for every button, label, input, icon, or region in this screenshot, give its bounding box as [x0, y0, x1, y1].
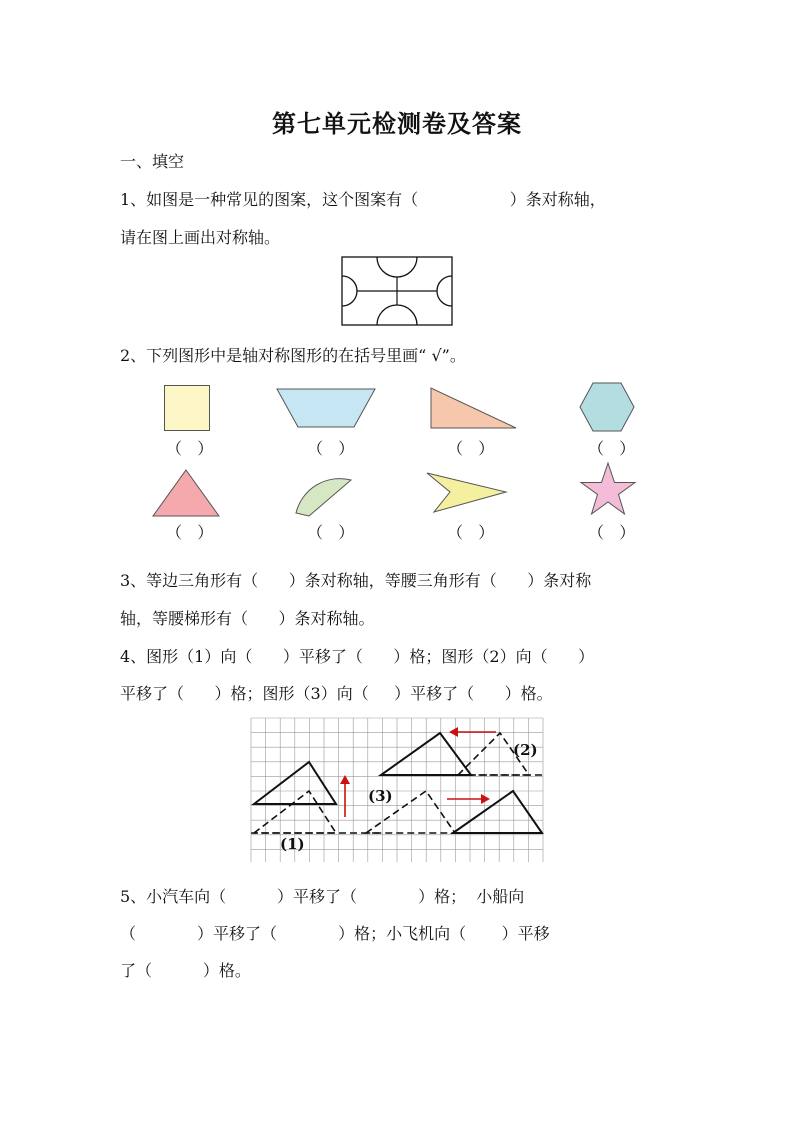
triangle-shape [152, 469, 220, 517]
label-figure-3: (3) [368, 787, 393, 805]
q1-line2: 请在图上画出对称轴。 [120, 228, 281, 247]
paren-star: （ ） [588, 523, 636, 542]
paren-triangle: （ ） [166, 523, 214, 542]
paren-trapezoid: （ ） [307, 439, 355, 458]
left-arrow-head [449, 727, 458, 737]
label-figure-2: (2) [513, 741, 538, 759]
q1-pattern-figure [341, 256, 453, 326]
star-shape [579, 462, 637, 518]
right-arrow-head [481, 794, 490, 804]
square-shape [164, 385, 210, 431]
q5-line1: 5、小汽车向（ ）平移了（ ）格； 小船向 [120, 887, 525, 906]
q3-line1: 3、等边三角形有（ ）条对称轴，等腰三角形有（ ）条对称 [120, 571, 592, 590]
arrow-shape [426, 472, 508, 514]
paren-arrow-shape: （ ） [447, 523, 495, 542]
right-triangle-shape [430, 387, 518, 429]
q5-line3: 了（ ）格。 [120, 961, 251, 980]
trapezoid-shape [276, 388, 376, 428]
page-title: 第七单元检测卷及答案 [272, 110, 522, 138]
fan-shape [293, 470, 353, 518]
q4-line1: 4、图形（1）向（ ）平移了（ ）格；图形（2）向（ ） [120, 647, 595, 666]
q4-grid-figure [251, 718, 543, 862]
paren-hexagon: （ ） [588, 439, 636, 458]
q1-line1: 1、如图是一种常见的图案，这个图案有（ ）条对称轴， [120, 190, 606, 209]
label-figure-1: (1) [280, 835, 305, 853]
q5-line2: （ ）平移了（ ）格；小飞机向（ ）平移 [120, 924, 550, 943]
q4-line2: 平移了（ ）格；图形（3）向（ ）平移了（ ）格。 [120, 684, 553, 703]
paren-fan: （ ） [307, 523, 355, 542]
q2-text: 2、下列图形中是轴对称图形的在括号里画“ √”。 [120, 346, 466, 365]
q3-line2: 轴，等腰梯形有（ ）条对称轴。 [120, 609, 375, 628]
hexagon-shape [579, 382, 635, 432]
section-heading: 一、填空 [120, 152, 185, 171]
paren-right-triangle: （ ） [447, 439, 495, 458]
paren-square: （ ） [166, 439, 214, 458]
